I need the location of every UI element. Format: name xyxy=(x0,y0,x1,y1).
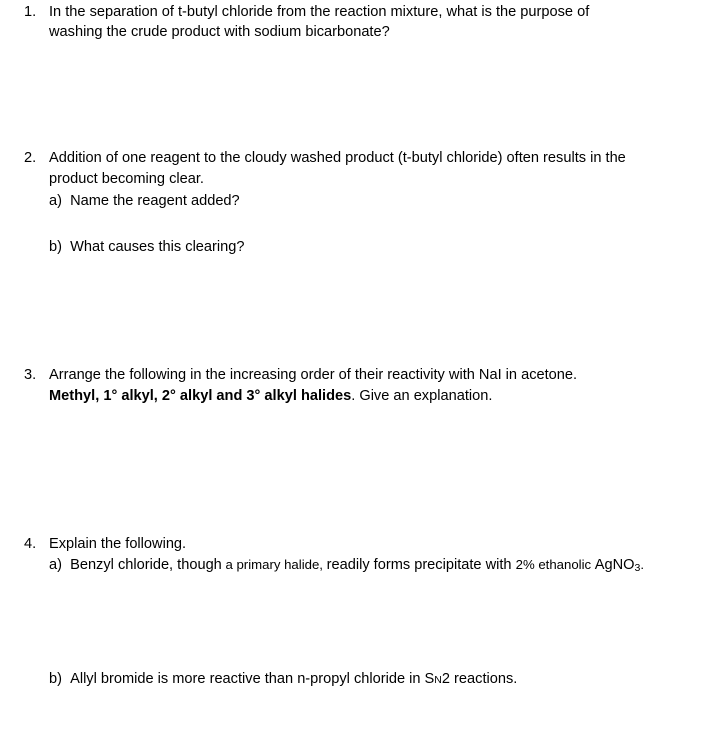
part-label: a) xyxy=(49,557,62,573)
part-text-small: 2% ethanolic xyxy=(515,557,595,572)
part-label: b) xyxy=(49,239,62,255)
part-text: Benzyl chloride, though xyxy=(70,557,222,573)
question-text-line: In the separation of t-butyl chloride from the reaction mixture, what is the purpose of xyxy=(49,4,590,20)
question-text-line: Explain the following. xyxy=(49,536,187,552)
part-text: 2 reactions. xyxy=(441,671,518,687)
line-tail: . Give an explanation. xyxy=(351,388,493,404)
question-text-line: Arrange the following in the increasing order of their reactivity with NaI in acetone. xyxy=(49,367,578,383)
question-number: 3. xyxy=(24,367,37,383)
question-part-a xyxy=(49,191,240,211)
question-part-a xyxy=(49,555,644,578)
question-text-line: product becoming clear. xyxy=(49,171,204,187)
part-label: a) xyxy=(49,193,62,209)
formula: AgNO xyxy=(594,557,635,573)
formula-subscript: 3 xyxy=(634,562,641,574)
part-text: What causes this clearing? xyxy=(70,239,245,255)
period: . xyxy=(640,557,645,572)
question-part-b xyxy=(49,669,517,690)
question-part-b xyxy=(49,237,245,257)
question-text-line: Addition of one reagent to the cloudy washed product (t-butyl chloride) often results in the xyxy=(49,150,626,166)
part-text: Name the reagent added? xyxy=(70,193,240,209)
question-number: 4. xyxy=(24,536,37,552)
part-text: Allyl bromide is more reactive than n-propyl chloride in S xyxy=(70,671,435,687)
part-text: readily forms precipitate with xyxy=(326,557,516,573)
bold-text: Methyl, 1° alkyl, 2° alkyl and 3° alkyl halides xyxy=(49,388,352,404)
question-number: 2. xyxy=(24,150,37,166)
question-number: 1. xyxy=(24,4,37,20)
part-text-small: a primary halide, xyxy=(221,557,327,572)
part-label: b) xyxy=(49,671,62,687)
question-text-line: washing the crude product with sodium bicarbonate? xyxy=(49,24,390,40)
small-n: N xyxy=(434,674,442,686)
question-text-line xyxy=(49,386,492,406)
